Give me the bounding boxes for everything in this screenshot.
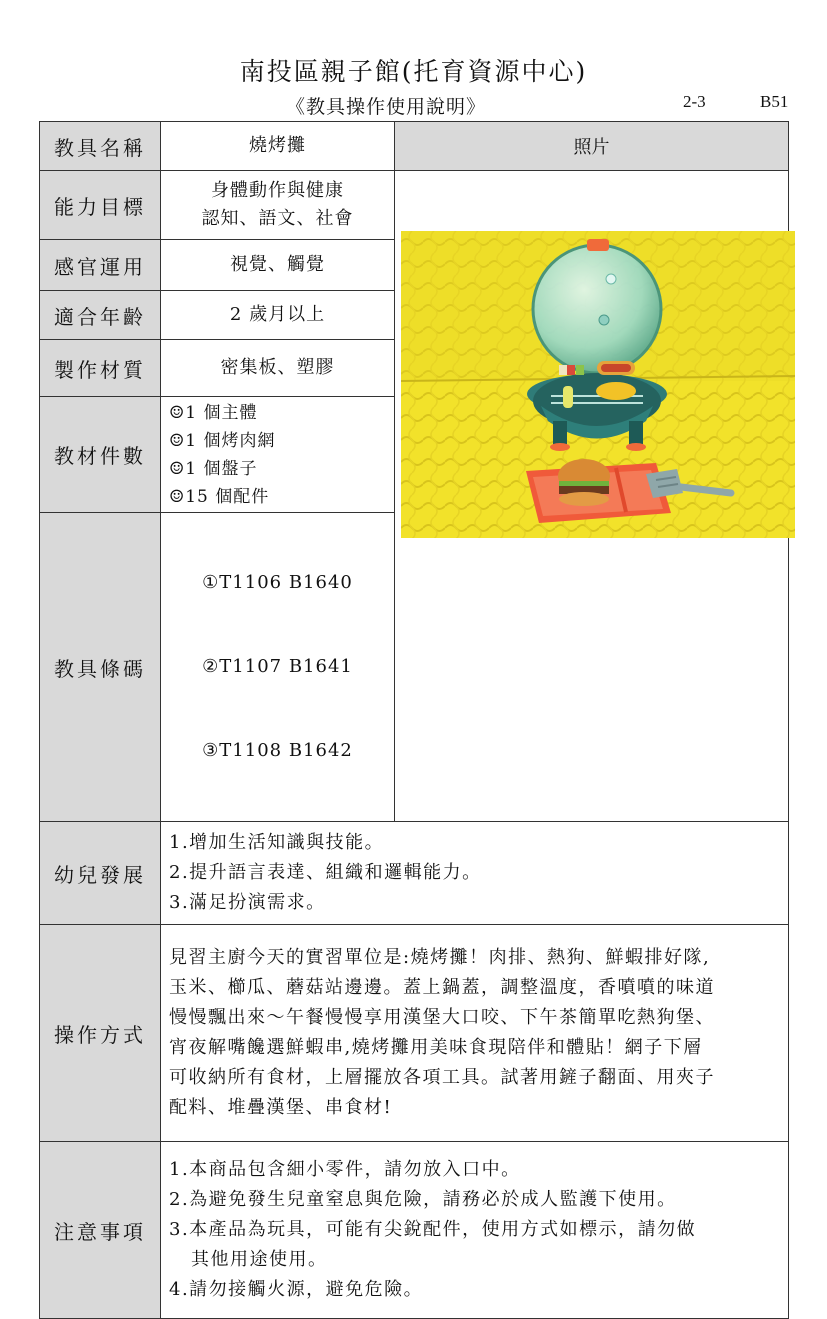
barcode-list [161, 513, 395, 822]
notes-label: 注意事項 [40, 1142, 161, 1319]
operation-text [161, 925, 789, 1142]
barcode-item: ①T1106 B1640 [202, 572, 353, 593]
parts-label: 教材件數 [40, 397, 161, 513]
product-photo [401, 231, 795, 538]
name-value: 燒烤攤 [161, 122, 395, 171]
photo-label: 照片 [395, 122, 789, 171]
barcode-item: ②T1107 B1641 [202, 656, 353, 677]
operation-label: 操作方式 [40, 925, 161, 1142]
operation-line: 配料、堆疊漢堡、串食材! [169, 1097, 393, 1118]
ability-line: 身體動作與健康 [211, 180, 344, 201]
notes-item: 1.本商品包含細小零件，請勿放入口中。 [169, 1159, 521, 1180]
doc-code-right: B51 [760, 92, 789, 111]
parts-list [161, 397, 395, 513]
operation-line: 慢慢飄出來～午餐慢慢享用漢堡大口咬、下午茶簡單吃熱狗堡、 [169, 1007, 715, 1028]
senses-label: 感官運用 [40, 240, 161, 291]
bbq-toy-illustration [401, 231, 795, 538]
development-label: 幼兒發展 [40, 822, 161, 925]
notes-item: 4.請勿接觸火源，避免危險。 [169, 1279, 424, 1300]
parts-item: ☺1 個主體 [169, 402, 258, 423]
doc-code-left: 2-3 [683, 92, 706, 111]
burger-toy [558, 459, 610, 506]
notes-list [161, 1142, 789, 1319]
notes-item: 3.本產品為玩具，可能有尖銳配件，使用方式如標示，請勿做 [169, 1219, 697, 1240]
age-value: 2 歲月以上 [161, 291, 395, 340]
barcode-item: ③T1108 B1642 [202, 740, 353, 761]
development-item: 2.提升語言表達、組織和邏輯能力。 [169, 862, 482, 883]
ability-line: 認知、語文、社會 [201, 208, 354, 229]
operation-line: 可收納所有食材，上層擺放各項工具。試著用鏟子翻面、用夾子 [169, 1067, 715, 1088]
parts-item: ☺15 個配件 [169, 486, 270, 507]
operation-line: 見習主廚今天的實習單位是:燒烤攤！肉排、熱狗、鮮蝦排好隊, [169, 947, 711, 968]
parts-item: ☺1 個烤肉網 [169, 430, 276, 451]
senses-value: 視覺、觸覺 [161, 240, 395, 291]
notes-item: 2.為避免發生兒童窒息與危險，請務必於成人監護下使用。 [169, 1189, 677, 1210]
page-title: 南投區親子館(托育資源中心) [239, 57, 588, 86]
age-label: 適合年齡 [40, 291, 161, 340]
ability-label: 能力目標 [40, 171, 161, 240]
material-label: 製作材質 [40, 340, 161, 397]
material-value: 密集板、塑膠 [161, 340, 395, 397]
name-label: 教具名稱 [40, 122, 161, 171]
notes-item: 其他用途使用。 [191, 1249, 328, 1270]
ability-value [161, 171, 395, 240]
operation-line: 宵夜解嘴饞選鮮蝦串,燒烤攤用美味食現陪伴和體貼！網子下層 [169, 1037, 703, 1058]
page-subtitle: 《教具操作使用說明》 [286, 96, 487, 118]
barcode-label: 教具條碼 [40, 513, 161, 822]
parts-item: ☺1 個盤子 [169, 458, 258, 479]
operation-line: 玉米、櫛瓜、蘑菇站邊邊。蓋上鍋蓋，調整溫度，香噴噴的味道 [169, 977, 715, 998]
development-list [161, 822, 789, 925]
development-item: 3.滿足扮演需求。 [169, 892, 326, 913]
development-item: 1.增加生活知識與技能。 [169, 832, 385, 853]
